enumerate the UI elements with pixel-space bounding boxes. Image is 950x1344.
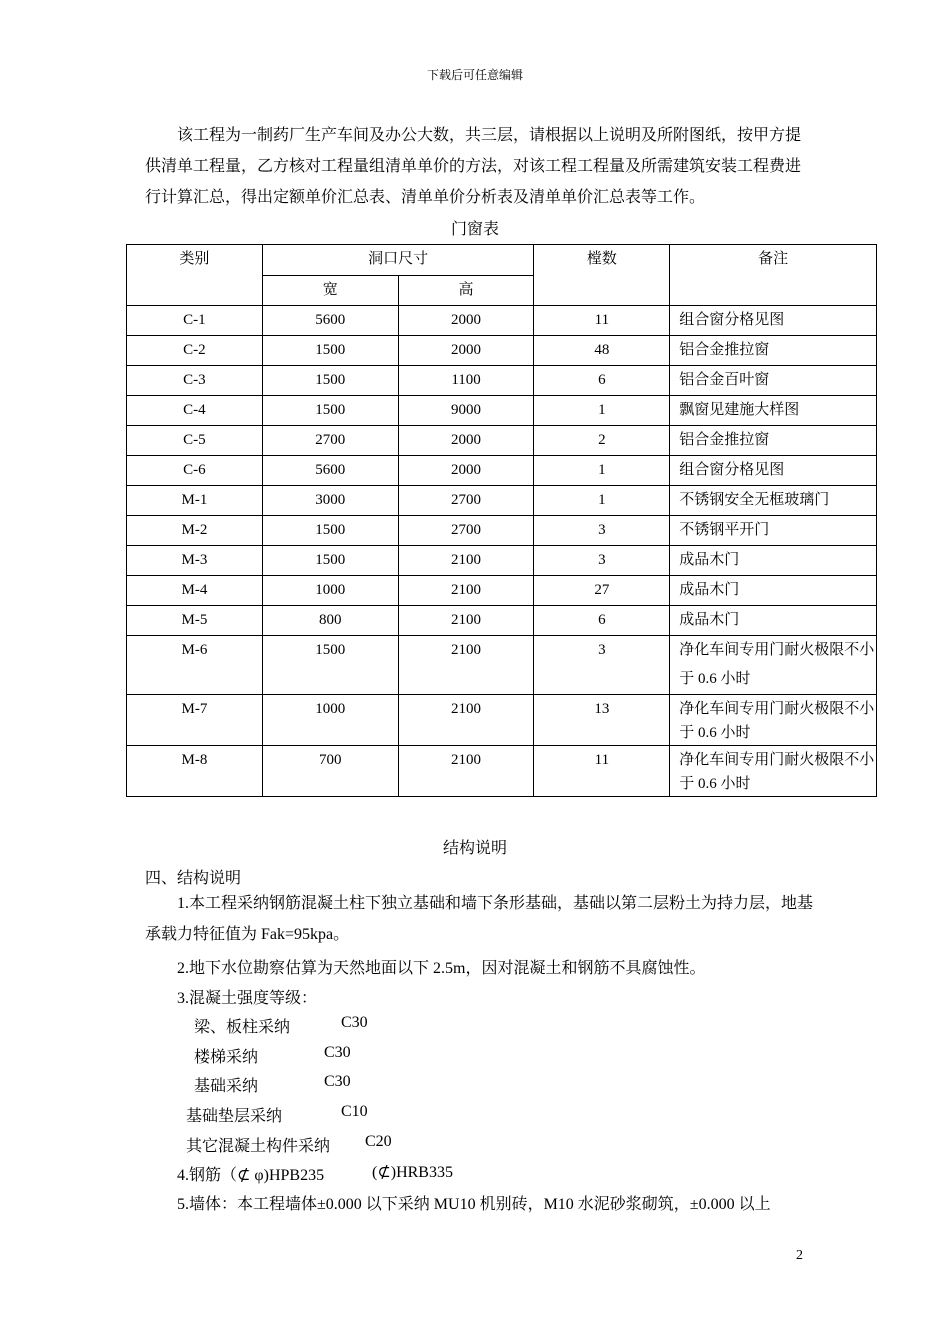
grade-value: C30: [324, 1073, 351, 1090]
cell-count: 11: [534, 306, 670, 336]
grade-label: 梁、板柱采纳: [194, 1019, 291, 1036]
cell-remark: 成品木门: [670, 546, 877, 576]
cell-count: 2: [534, 426, 670, 456]
cell-type: C-6: [127, 456, 263, 486]
cell-height: 2000: [398, 426, 534, 456]
page-number: 2: [796, 1248, 803, 1263]
intro-paragraph: 该工程为一制药厂生产车间及办公大数，共三层，请根据以上说明及所附图纸，按甲方提供清单工程量，乙方核对工程量组清单单价的方法，对该工程工程量及所需建筑安装工程费进行计算汇总，得出定额单价汇总表、清单单价分析表及清单单价汇总表等工作。: [145, 127, 802, 206]
cell-remark: 成品木门: [670, 576, 877, 606]
table-row: [127, 576, 877, 606]
cell-width: 2700: [262, 426, 398, 456]
cell-width: 1500: [262, 516, 398, 546]
cell-remark: 成品木门: [670, 606, 877, 636]
cell-remark: 铝合金推拉窗: [670, 426, 877, 456]
cell-remark: 净化车间专用门耐火极限不小于 0.6 小时: [670, 636, 877, 695]
cell-type: C-2: [127, 336, 263, 366]
cell-count: 6: [534, 606, 670, 636]
grade-label: 其它混凝土构件采纳: [186, 1138, 331, 1155]
header-count: 樘数: [534, 245, 670, 306]
grade-value: C10: [341, 1103, 368, 1120]
structure-item-3: 3.混凝土强度等级：: [177, 990, 318, 1007]
cell-width: 1500: [262, 396, 398, 426]
cell-type: C-5: [127, 426, 263, 456]
cell-width: 1000: [262, 695, 398, 746]
table-row: [127, 516, 877, 546]
cell-height: 2100: [398, 546, 534, 576]
door-window-table: [126, 244, 877, 797]
cell-count: 1: [534, 486, 670, 516]
cell-width: 5600: [262, 456, 398, 486]
cell-count: 11: [534, 746, 670, 797]
cell-width: 5600: [262, 306, 398, 336]
cell-height: 2100: [398, 576, 534, 606]
grade-label: 基础垫层采纳: [186, 1108, 283, 1125]
grade-label: 楼梯采纳: [194, 1049, 259, 1066]
table-row: [127, 746, 877, 797]
cell-count: 1: [534, 396, 670, 426]
cell-remark: 不锈钢平开门: [670, 516, 877, 546]
table-row: [127, 306, 877, 336]
cell-type: M-1: [127, 486, 263, 516]
cell-height: 2000: [398, 306, 534, 336]
grade-value: C30: [341, 1014, 368, 1031]
cell-remark: 铝合金百叶窗: [670, 366, 877, 396]
header-type: 类别: [127, 245, 263, 306]
table-row: [127, 486, 877, 516]
header-opening: 洞口尺寸: [262, 245, 534, 276]
structure-item-1: 1.本工程采纳钢筋混凝土柱下独立基础和墙下条形基础，基础以第二层粉土为持力层，地基承载力特征值为 Fak=95kpa。: [145, 895, 814, 943]
table-row: [127, 546, 877, 576]
cell-remark: 组合窗分格见图: [670, 456, 877, 486]
cell-height: 2700: [398, 486, 534, 516]
grade-value: C20: [365, 1133, 392, 1150]
table-row: [127, 636, 877, 695]
cell-remark: 铝合金推拉窗: [670, 336, 877, 366]
header-remark: 备注: [670, 245, 877, 306]
cell-height: 9000: [398, 396, 534, 426]
cell-type: M-7: [127, 695, 263, 746]
table-row: [127, 606, 877, 636]
cell-remark: 飘窗见建施大样图: [670, 396, 877, 426]
cell-width: 3000: [262, 486, 398, 516]
cell-type: M-6: [127, 636, 263, 695]
header-width: 宽: [262, 275, 398, 306]
cell-type: C-1: [127, 306, 263, 336]
cell-height: 2700: [398, 516, 534, 546]
cell-count: 48: [534, 336, 670, 366]
cell-type: C-3: [127, 366, 263, 396]
cell-width: 1500: [262, 336, 398, 366]
cell-count: 3: [534, 546, 670, 576]
cell-height: 1100: [398, 366, 534, 396]
cell-type: C-4: [127, 396, 263, 426]
cell-height: 2100: [398, 606, 534, 636]
cell-width: 800: [262, 606, 398, 636]
table-caption: 门窗表: [450, 221, 499, 238]
cell-type: M-2: [127, 516, 263, 546]
cell-type: M-8: [127, 746, 263, 797]
cell-width: 1500: [262, 636, 398, 695]
cell-width: 700: [262, 746, 398, 797]
cell-height: 2100: [398, 636, 534, 695]
cell-height: 2000: [398, 456, 534, 486]
structure-item-2: 2.地下水位勘察估算为天然地面以下 2.5m，因对混凝土和钢筋不具腐蚀性。: [177, 960, 706, 977]
cell-remark: 净化车间专用门耐火极限不小于 0.6 小时: [670, 746, 877, 797]
cell-count: 3: [534, 516, 670, 546]
grade-label: 基础采纳: [194, 1078, 259, 1095]
cell-remark: 组合窗分格见图: [670, 306, 877, 336]
grade-value: C30: [324, 1044, 351, 1061]
table-row: [127, 695, 877, 746]
structure-item-4b: (⊄)HRB335: [372, 1164, 453, 1181]
cell-height: 2100: [398, 746, 534, 797]
structure-title: 结构说明: [442, 840, 507, 857]
table-row: [127, 456, 877, 486]
cell-count: 1: [534, 456, 670, 486]
cell-remark: 净化车间专用门耐火极限不小于 0.6 小时: [670, 695, 877, 746]
cell-type: M-4: [127, 576, 263, 606]
cell-count: 27: [534, 576, 670, 606]
structure-heading: 四、结构说明: [145, 870, 242, 887]
cell-width: 1000: [262, 576, 398, 606]
structure-item-5: 5.墙体：本工程墙体±0.000 以下采纳 MU10 机别砖，M10 水泥砂浆砌筑，±0.000 以上: [177, 1196, 771, 1213]
cell-count: 13: [534, 695, 670, 746]
table-row: [127, 336, 877, 366]
cell-width: 1500: [262, 546, 398, 576]
structure-item-4a: 4.钢筋（⊄ φ)HPB235: [177, 1167, 325, 1184]
cell-type: M-3: [127, 546, 263, 576]
table-row: [127, 426, 877, 456]
cell-width: 1500: [262, 366, 398, 396]
page-header: 下载后可任意编辑: [426, 68, 523, 82]
cell-height: 2100: [398, 695, 534, 746]
cell-count: 3: [534, 636, 670, 695]
header-height: 高: [398, 275, 534, 306]
cell-type: M-5: [127, 606, 263, 636]
cell-height: 2000: [398, 336, 534, 366]
cell-count: 6: [534, 366, 670, 396]
table-row: [127, 396, 877, 426]
table-row: [127, 366, 877, 396]
table-header-row: [127, 245, 877, 276]
cell-remark: 不锈钢安全无框玻璃门: [670, 486, 877, 516]
